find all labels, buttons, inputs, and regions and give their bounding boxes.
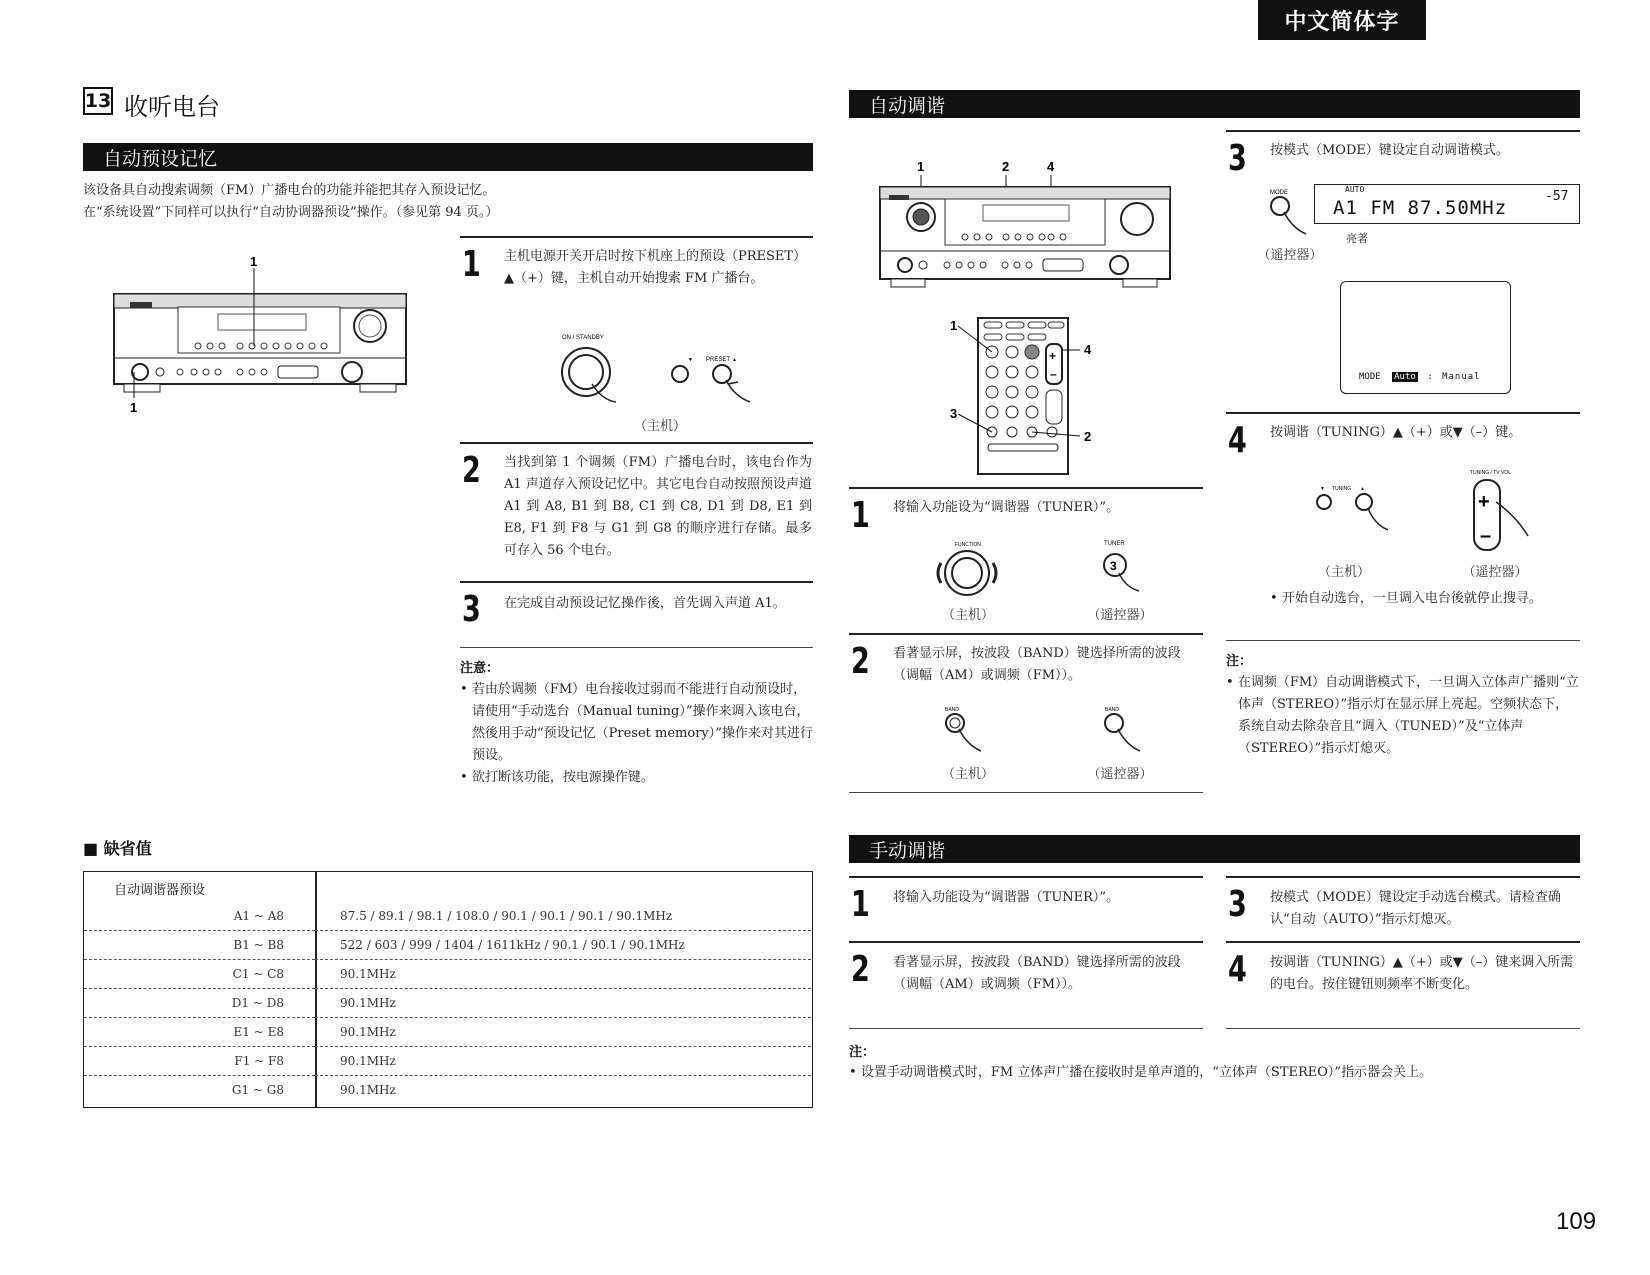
step-number: 2: [851, 641, 870, 682]
svg-text:3: 3: [950, 406, 958, 421]
caption-main: （主机）: [633, 419, 686, 434]
remote-diagram: [948, 316, 1098, 476]
table-row: D1 ~ D8 90.1MHz: [84, 989, 811, 1018]
step-text: 在完成自动预设记忆操作後，首先调入声道 A1。: [504, 596, 786, 611]
svg-text:BAND: BAND: [945, 707, 959, 713]
svg-text:4: 4: [1047, 159, 1055, 174]
band-button-illustration: [935, 705, 1165, 761]
caption-main: （主机）: [941, 608, 994, 623]
auto-preset-header: 自动预设记忆: [83, 143, 813, 171]
language-tab: 中文简体字: [1258, 0, 1426, 40]
step-number: 4: [1228, 949, 1247, 990]
note-list: • 若由於调频（FM）电台接收过弱而不能进行自动预设时，请使用“手动选台（Manual tuning）”操作来调入该电台，然後用手动“预设记忆（Preset memory）”操作来对其进行预设。 • 欲打断该功能，按电源操作键。: [460, 679, 813, 789]
step-number: 2: [462, 450, 481, 491]
svg-text:2: 2: [1002, 159, 1010, 174]
table-row: A1 ~ A8 87.5 / 89.1 / 98.1 / 108.0 / 90.1 / 90.1 / 90.1 / 90.1MHz: [233, 909, 673, 923]
step-number: 1: [462, 244, 481, 285]
svg-text:–: –: [1050, 367, 1057, 381]
step-text: 按调谐（TUNING）▲（+）或▼（–）键来调入所需的电台。按住键钮则频率不断变化。: [1270, 955, 1574, 992]
svg-text:1: 1: [130, 400, 138, 415]
step-number: 3: [462, 589, 481, 630]
note-text: • 在调频（FM）自动调谐模式下，一旦调入立体声广播则“立体声（STEREO）”指示灯在显示屏上亮起。空频状态下，系统自动去除杂音且“调入（TUNED）”及“立体声（STEREO）”指示灯熄灭。: [1226, 672, 1580, 760]
step-number: 1: [851, 884, 870, 925]
lit-label: 亮著: [1346, 232, 1368, 245]
preset-button-illustration: [540, 330, 780, 412]
step-text: 主机电源开关开启时按下机座上的预设（PRESET）▲（+）键，主机自动开始搜索 FM 广播台。: [504, 249, 807, 286]
caption-remote: （遥控器）: [1087, 608, 1153, 623]
step-text: 当找到第 1 个调频（FM）广播电台时，该电台作为 A1 声道存入预设记忆中。其它电台自动按照预设声道 A1 到 A8, B1 到 B8, C1 到 C8, D1 到 D8, E1 到 E8, F1 到 F8 与 G1 到 G8 的顺序进行存储。最多可存入 56 个电台。: [504, 455, 812, 558]
caption-main: （主机）: [1317, 565, 1370, 580]
note-title: 注：: [1226, 654, 1253, 669]
svg-text:▼: ▼: [688, 357, 693, 363]
note-title: 注意：: [460, 661, 500, 676]
table-row: E1 ~ E8 90.1MHz: [84, 1018, 811, 1047]
svg-text:TUNER: TUNER: [1104, 541, 1125, 547]
caption-remote: （遥控器）: [1462, 565, 1528, 580]
note-text: • 设置手动调谐模式时，FM 立体声广播在接收时是单声道的，“立体声（STEREO）”指示器会关上。: [849, 1062, 1580, 1084]
svg-text:2: 2: [1084, 429, 1092, 444]
svg-text:▲: ▲: [1360, 486, 1365, 492]
svg-text:+: +: [1049, 349, 1057, 363]
svg-text:1: 1: [250, 254, 258, 269]
tuning-button-illustration: [1310, 466, 1540, 556]
svg-text:–: –: [1480, 525, 1492, 547]
bullet-text: • 开始自动选台，一旦调入电台後就停止搜寻。: [1270, 588, 1580, 610]
svg-text:TUNING / TV VOL: TUNING / TV VOL: [1470, 470, 1512, 476]
svg-text:ON / STANDBY: ON / STANDBY: [562, 335, 604, 341]
caption-remote: （遥控器）: [1257, 248, 1323, 263]
svg-text:▼: ▼: [1320, 486, 1325, 492]
step-text: 按调谐（TUNING）▲（+）或▼（–）键。: [1270, 425, 1522, 440]
auto-tuning-header: 自动调谐: [849, 90, 1580, 118]
defaults-title: ■ 缺省值: [83, 839, 152, 858]
table-row: C1 ~ C8 90.1MHz: [84, 960, 811, 989]
manual-tuning-header: 手动调谐: [849, 835, 1580, 863]
svg-text:▲: ▲: [732, 357, 737, 363]
note-title: 注：: [849, 1045, 876, 1060]
svg-text:PRESET: PRESET: [706, 357, 731, 363]
osd-screen: MODE Auto : Manual: [1340, 281, 1511, 394]
step-number: 4: [1228, 420, 1247, 461]
svg-text:3: 3: [1110, 559, 1117, 573]
lcd-display: AUTO A1 FM 87.50MHz -57: [1314, 184, 1580, 224]
defaults-table: 自动调谐器预设 A1 ~ A8 87.5 / 89.1 / 98.1 / 108.0 / 90.1 / 90.1 / 90.1 / 90.1MHz B1 ~ B8 522 / 603 / 999 / 1404 / 1611kHz / 90.1 / 90.1 / 90.1MHz C1 ~ C8 90.1MHz D1 ~ D8 90.1MHz E1 ~ E8 90.1MHz F1 ~ F8 90.1MHz G1 ~ G8 90.1MHz: [83, 871, 813, 1108]
step-text: 将输入功能设为“调谐器（TUNER）”。: [893, 500, 1120, 515]
page-number: 109: [1556, 1208, 1597, 1235]
svg-text:FUNCTION: FUNCTION: [955, 542, 981, 548]
section-title: 收听电台: [124, 93, 220, 121]
svg-text:+: +: [1478, 491, 1490, 513]
caption-main: （主机）: [941, 767, 994, 782]
step-text: 按模式（MODE）键设定自动调谐模式。: [1270, 143, 1509, 158]
svg-text:BAND: BAND: [1105, 707, 1119, 713]
step-number: 3: [1228, 138, 1247, 179]
step-text: 按模式（MODE）键设定手动选台模式。请检查确认“自动（AUTO）”指示灯熄灭。: [1270, 890, 1561, 927]
caption-remote: （遥控器）: [1087, 767, 1153, 782]
svg-text:MODE: MODE: [1270, 190, 1288, 196]
step-text: 看著显示屏，按波段（BAND）键选择所需的波段（调幅（AM）或调频（FM））。: [893, 646, 1181, 683]
step-text: 看著显示屏，按波段（BAND）键选择所需的波段（调幅（AM）或调频（FM））。: [893, 955, 1181, 992]
svg-text:4: 4: [1084, 342, 1092, 357]
table-row: F1 ~ F8 90.1MHz: [84, 1047, 811, 1076]
function-tuner-illustration: [925, 535, 1155, 605]
receiver-diagram: [100, 254, 420, 422]
receiver-diagram: [875, 157, 1175, 289]
table-row: G1 ~ G8 90.1MHz: [84, 1076, 811, 1105]
step-number: 3: [1228, 884, 1247, 925]
step-number: 2: [851, 949, 870, 990]
auto-preset-intro: 该设备具自动搜索调频（FM）广播电台的功能并能把其存入预设记忆。 在“系统设置”下同样可以执行“自动协调器预设”操作。（参见第 94 页。）: [83, 183, 499, 220]
section-number: 13: [83, 87, 113, 115]
svg-text:TUNING: TUNING: [1332, 486, 1352, 492]
table-row: B1 ~ B8 522 / 603 / 999 / 1404 / 1611kHz / 90.1 / 90.1 / 90.1MHz: [84, 931, 811, 960]
step-text: 将输入功能设为“调谐器（TUNER）”。: [893, 890, 1120, 905]
svg-text:1: 1: [950, 318, 958, 333]
step-number: 1: [851, 495, 870, 536]
svg-text:1: 1: [917, 159, 925, 174]
mode-button-illustration: [1260, 184, 1320, 244]
